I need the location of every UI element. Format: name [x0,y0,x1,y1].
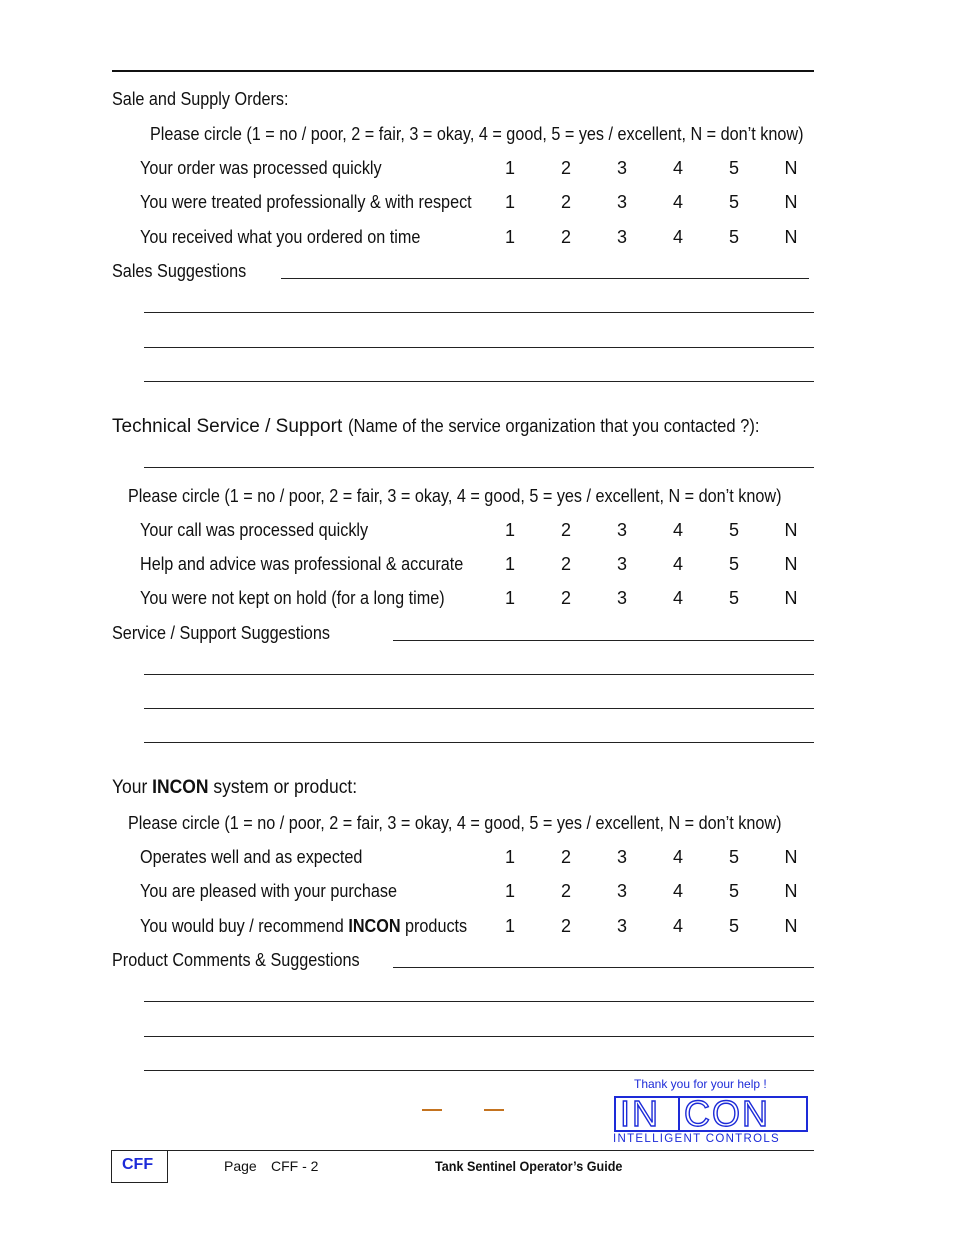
rating-option-1[interactable]: 1 [504,588,515,608]
rating-option-3[interactable]: 3 [616,192,627,212]
rating-option-5[interactable]: 5 [728,192,739,212]
rating-label-brand: INCON [348,916,401,936]
sales-row-1 [0,158,954,182]
rating-option-2[interactable]: 2 [560,192,571,212]
accent-dash [484,1109,504,1111]
rating-option-1[interactable]: 1 [504,916,515,936]
sales-suggestion-line[interactable] [144,347,814,348]
rating-option-3[interactable]: 3 [616,520,627,540]
product-row-2 [0,881,954,905]
rating-option-4[interactable]: 4 [672,588,683,608]
service-suggestion-line[interactable] [393,640,814,641]
rating-option-n[interactable]: N [784,916,798,936]
incon-logo [614,1093,808,1134]
rating-option-4[interactable]: 4 [672,227,683,247]
service-suggestions-label: Service / Support Suggestions [112,623,330,643]
rating-option-4[interactable]: 4 [672,916,683,936]
rating-option-2[interactable]: 2 [560,588,571,608]
rating-option-5[interactable]: 5 [728,227,739,247]
sales-instruction: Please circle (1 = no / poor, 2 = fair, 3 = okay, 4 = good, 5 = yes / excellent, N = don’t know) [150,124,804,144]
service-suggestion-line[interactable] [144,742,814,743]
guide-title: Tank Sentinel Operator’s Guide [435,1158,623,1174]
product-heading-brand: INCON [152,777,209,798]
service-suggestion-line[interactable] [144,674,814,675]
service-instruction: Please circle (1 = no / poor, 2 = fair, 3 = okay, 4 = good, 5 = yes / excellent, N = don’t know) [128,486,782,506]
rating-option-1[interactable]: 1 [504,847,515,867]
top-rule [112,70,814,72]
product-suggestion-line[interactable] [144,1070,814,1071]
rating-option-1[interactable]: 1 [504,554,515,574]
service-heading-note: (Name of the service organization that you contacted ?): [347,416,759,436]
rating-option-2[interactable]: 2 [560,520,571,540]
rating-option-3[interactable]: 3 [616,588,627,608]
rating-label: Your order was processed quickly [140,158,382,178]
logo-word-right: CON [684,1093,770,1134]
rating-label: Operates well and as expected [140,847,363,867]
accent-dash [422,1109,442,1111]
rating-label: You were not kept on hold (for a long time) [140,588,445,608]
product-heading-pre: Your [112,777,153,798]
rating-option-5[interactable]: 5 [728,588,739,608]
service-organization-line[interactable] [144,467,814,468]
sales-row-3 [0,227,954,251]
rating-option-4[interactable]: 4 [672,520,683,540]
service-row-2 [0,554,954,578]
sales-suggestions-label: Sales Suggestions [112,261,247,281]
rating-option-4[interactable]: 4 [672,192,683,212]
rating-option-n[interactable]: N [784,192,798,212]
footer-rule [112,1150,814,1151]
rating-option-4[interactable]: 4 [672,554,683,574]
product-suggestion-line[interactable] [144,1036,814,1037]
service-suggestion-line[interactable] [144,708,814,709]
page-number: CFF - 2 [271,1158,319,1174]
rating-option-1[interactable]: 1 [504,520,515,540]
rating-option-n[interactable]: N [784,847,798,867]
service-row-1 [0,520,954,544]
rating-option-3[interactable]: 3 [616,916,627,936]
product-heading-post: system or product: [208,777,358,798]
rating-option-n[interactable]: N [784,227,798,247]
product-suggestion-line[interactable] [393,967,814,968]
rating-label-post: products [400,916,468,936]
rating-option-5[interactable]: 5 [728,520,739,540]
rating-label: You were treated professionally & with respect [140,192,472,212]
rating-option-1[interactable]: 1 [504,192,515,212]
rating-label: Your call was processed quickly [140,520,369,540]
rating-option-2[interactable]: 2 [560,916,571,936]
rating-option-2[interactable]: 2 [560,158,571,178]
logo-word-left: IN [620,1093,660,1134]
rating-option-3[interactable]: 3 [616,554,627,574]
rating-label: Help and advice was professional & accurate [140,554,464,574]
service-heading [112,416,795,438]
sales-suggestion-line[interactable] [144,312,814,313]
rating-option-n[interactable]: N [784,158,798,178]
rating-option-1[interactable]: 1 [504,227,515,247]
service-row-3 [0,588,954,612]
rating-option-5[interactable]: 5 [728,881,739,901]
rating-option-4[interactable]: 4 [672,847,683,867]
rating-option-2[interactable]: 2 [560,881,571,901]
product-row-3 [0,916,954,940]
rating-label: You are pleased with your purchase [140,881,397,901]
rating-option-n[interactable]: N [784,554,798,574]
thank-you-note: Thank you for your help ! [634,1077,767,1091]
rating-option-5[interactable]: 5 [728,554,739,574]
rating-option-2[interactable]: 2 [560,554,571,574]
section-tab-label: CFF [122,1156,154,1173]
sales-row-2 [0,192,954,216]
rating-option-5[interactable]: 5 [728,916,739,936]
rating-option-3[interactable]: 3 [616,847,627,867]
sales-suggestion-line[interactable] [144,381,814,382]
rating-label [140,916,467,937]
sales-suggestion-line[interactable] [281,278,809,279]
rating-option-4[interactable]: 4 [672,881,683,901]
product-suggestions-label: Product Comments & Suggestions [112,950,360,970]
rating-option-n[interactable]: N [784,588,798,608]
rating-option-3[interactable]: 3 [616,158,627,178]
service-heading-title: Technical Service / Support [112,416,343,437]
rating-option-1[interactable]: 1 [504,158,515,178]
rating-option-4[interactable]: 4 [672,158,683,178]
rating-option-3[interactable]: 3 [616,881,627,901]
rating-label-pre: You would buy / recommend [140,916,349,936]
rating-option-n[interactable]: N [784,520,798,540]
rating-option-1[interactable]: 1 [504,881,515,901]
product-instruction: Please circle (1 = no / poor, 2 = fair, 3 = okay, 4 = good, 5 = yes / excellent, N = don’t know) [128,813,782,833]
page-label: Page [224,1158,257,1174]
rating-option-n[interactable]: N [784,881,798,901]
product-row-1 [0,847,954,871]
rating-option-2[interactable]: 2 [560,847,571,867]
sales-heading: Sale and Supply Orders: [112,89,289,109]
rating-option-5[interactable]: 5 [728,847,739,867]
product-heading [112,777,357,799]
logo-subtitle: INTELLIGENT CONTROLS [613,1133,781,1145]
rating-option-3[interactable]: 3 [616,227,627,247]
rating-option-2[interactable]: 2 [560,227,571,247]
rating-label: You received what you ordered on time [140,227,421,247]
rating-option-5[interactable]: 5 [728,158,739,178]
product-suggestion-line[interactable] [144,1001,814,1002]
